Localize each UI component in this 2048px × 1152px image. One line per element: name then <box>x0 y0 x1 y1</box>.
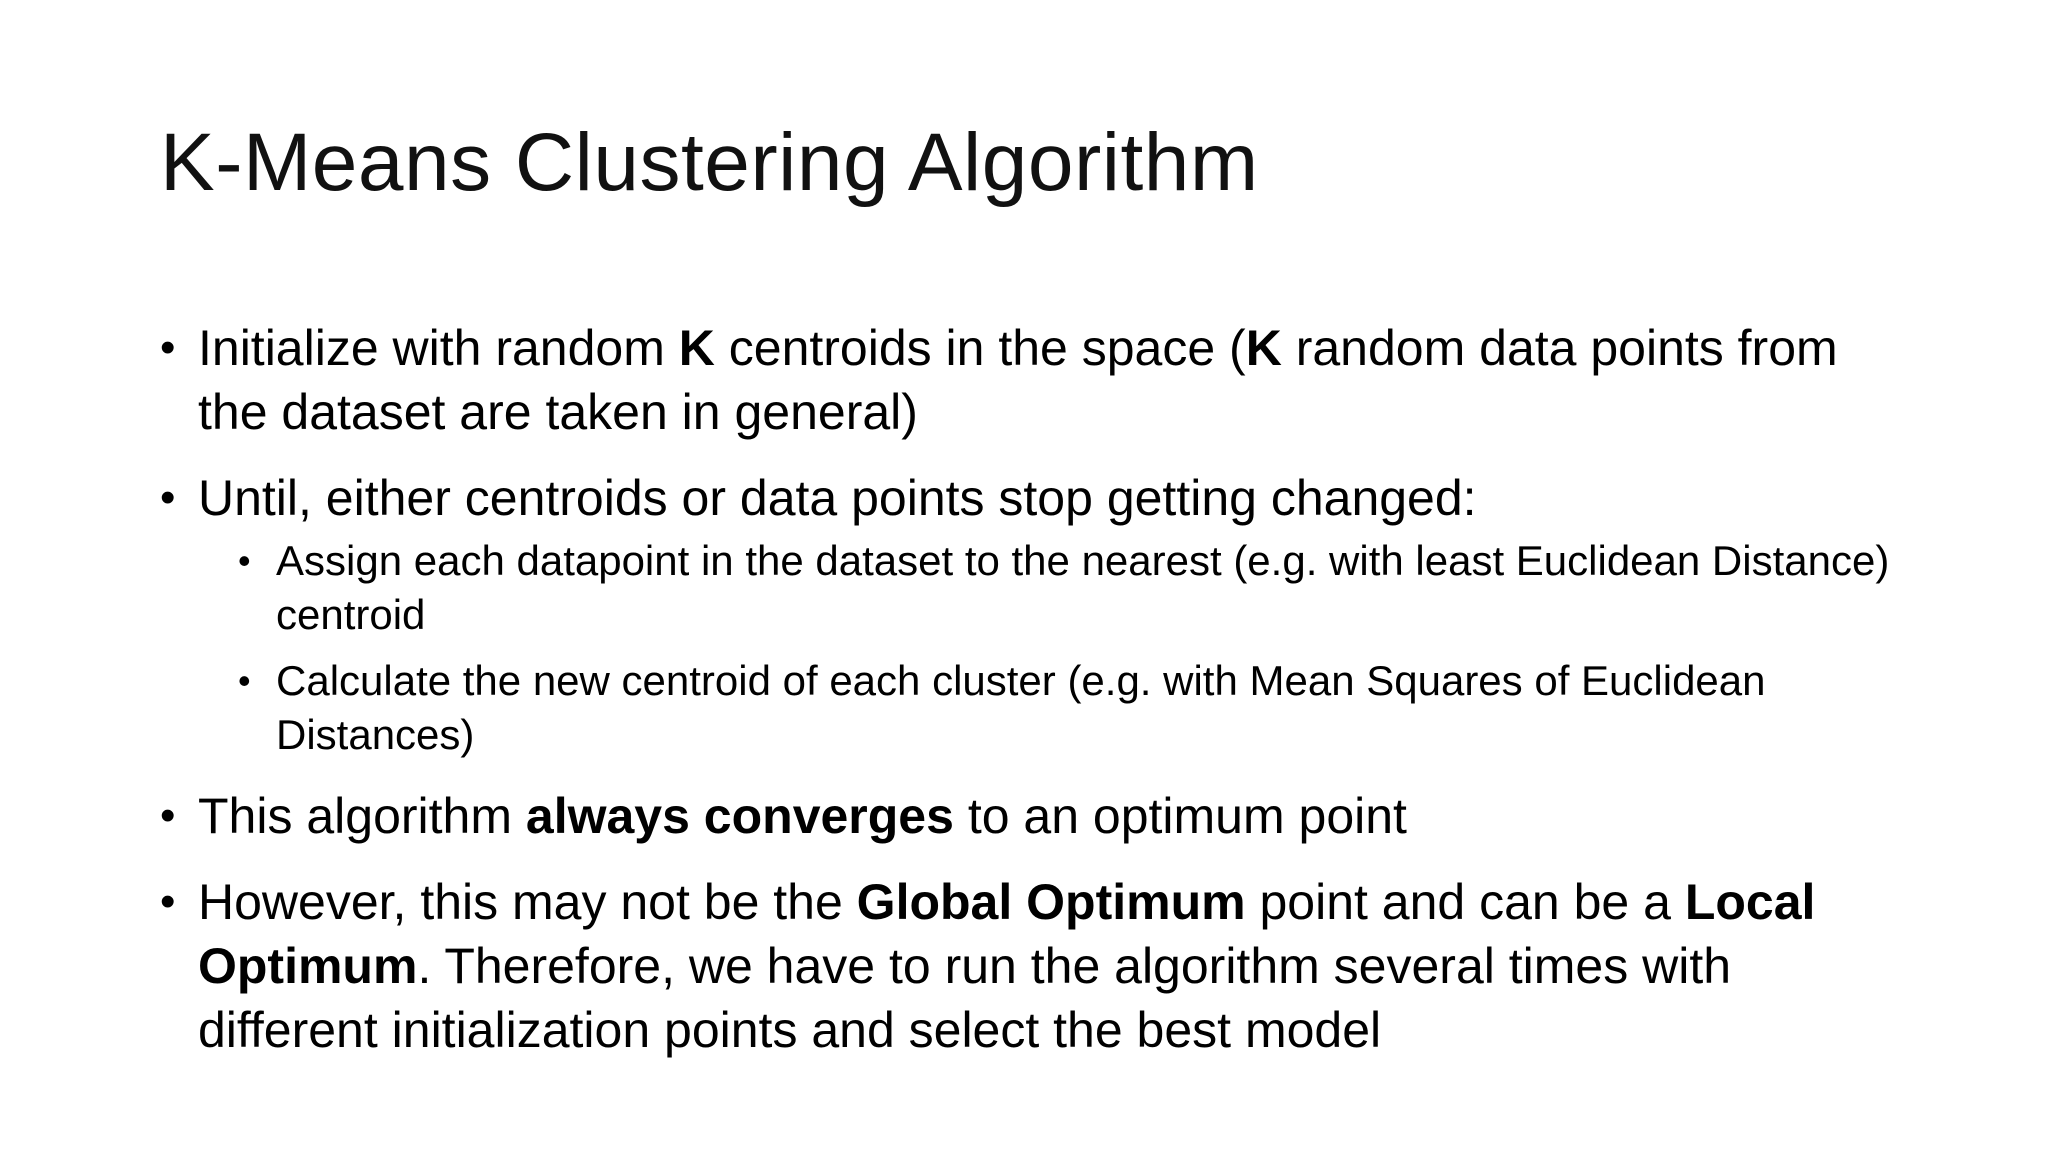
bullet-text <box>198 874 1815 1058</box>
bullet-marker: • <box>160 877 176 926</box>
bullet-text-part: This algorithm <box>198 788 526 844</box>
bullet-item <box>160 784 1920 848</box>
sub-bullet-text: Assign each datapoint in the dataset to the nearest (e.g. with least Euclidean Distance) centroid <box>276 537 1890 638</box>
bullet-text-part: Initialize with random <box>198 320 679 376</box>
bullet-text-part: . Therefore, we have to run the algorithm several times with different initialization points and select the best model <box>198 938 1732 1058</box>
bullet-item <box>160 316 1920 444</box>
bullet-text-bold: always converges <box>525 788 954 844</box>
bullet-text <box>198 320 1838 440</box>
bullet-list <box>160 316 1920 1084</box>
bullet-text-part: random data points from the dataset are taken in general) <box>198 320 1838 440</box>
bullet-text-bold: Global Optimum <box>856 874 1246 930</box>
bullet-text-bold: K <box>1245 320 1282 376</box>
bullet-marker: • <box>160 791 176 840</box>
sub-bullet-marker: • <box>238 540 251 581</box>
bullet-item <box>160 466 1920 762</box>
bullet-item <box>160 870 1920 1062</box>
slide-title: K-Means Clustering Algorithm <box>160 117 1259 208</box>
sub-bullet-item <box>238 534 1920 642</box>
sub-bullet-list <box>198 534 1920 762</box>
sub-bullet-text: Calculate the new centroid of each cluster (e.g. with Mean Squares of Euclidean Distances) <box>276 657 1766 758</box>
bullet-text-part: However, this may not be the <box>198 874 857 930</box>
bullet-text-bold: Local Optimum <box>198 874 1816 994</box>
bullet-marker: • <box>160 473 176 522</box>
bullet-text: Until, either centroids or data points stop getting changed: <box>198 470 1477 526</box>
bullet-text <box>198 788 1407 844</box>
sub-bullet-marker: • <box>238 660 251 701</box>
bullet-text-part: to an optimum point <box>953 788 1407 844</box>
bullet-text-part: centroids in the space ( <box>714 320 1246 376</box>
bullet-text-part: point and can be a <box>1245 874 1685 930</box>
bullet-marker: • <box>160 323 176 372</box>
sub-bullet-item <box>238 654 1920 762</box>
bullet-text-bold: K <box>678 320 715 376</box>
